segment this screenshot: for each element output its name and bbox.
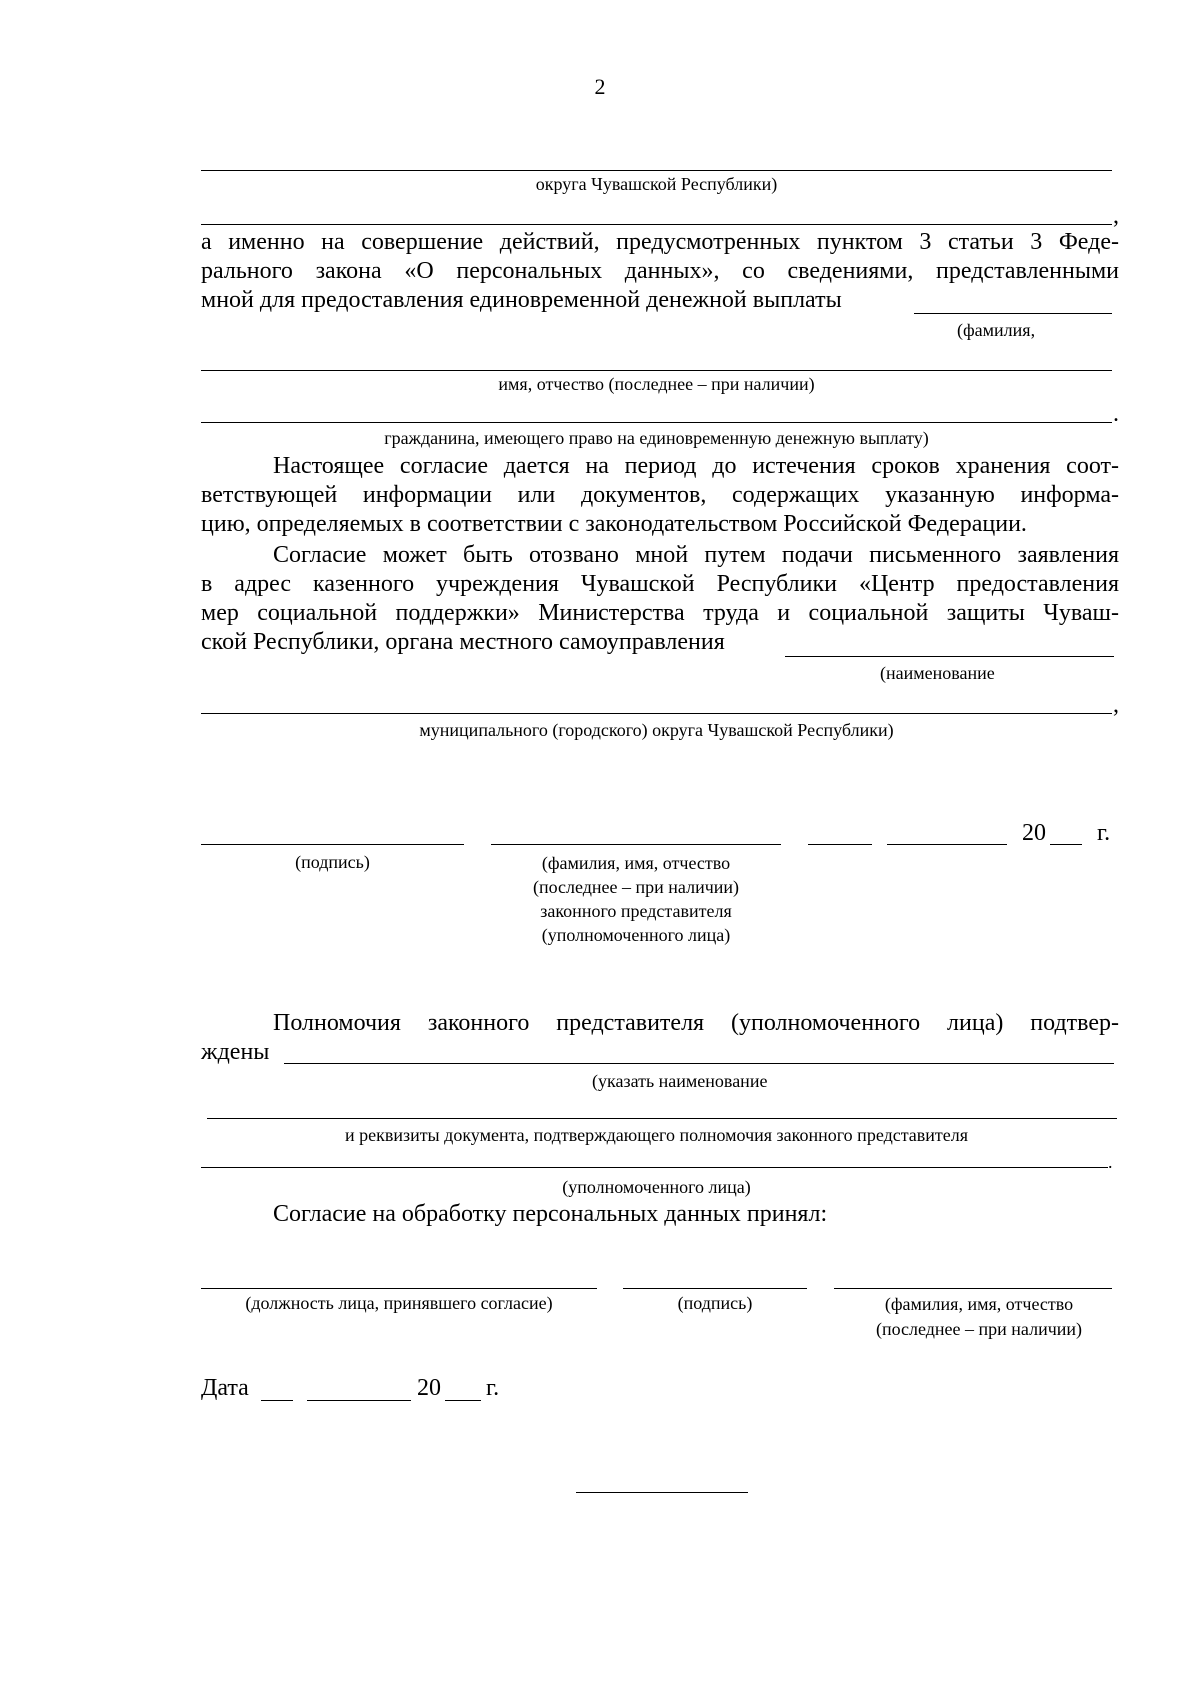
fill-line <box>207 1118 1117 1119</box>
day-line <box>261 1400 293 1401</box>
year-line <box>1050 844 1082 845</box>
year-prefix: 20 <box>417 1375 441 1401</box>
dolzhnost-line <box>201 1288 597 1289</box>
fill-line <box>201 422 1112 423</box>
day-line <box>808 844 872 845</box>
caption-municipal: муниципального (городского) округа Чувашской Республики) <box>419 720 894 740</box>
fill-line <box>201 170 1112 171</box>
caption-fio <box>834 1292 1124 1342</box>
para2-line2: ветствующей информации или документов, содержащих указанную информа- <box>201 482 1119 508</box>
caption-familiya: (фамилия, <box>957 320 1036 340</box>
year-suffix: г. <box>486 1375 500 1401</box>
caption-fio-line: (уполномоченного лица) <box>541 925 731 945</box>
podpis-line <box>623 1288 807 1289</box>
caption-fio-line: (фамилия, имя, отчество <box>884 1294 1074 1314</box>
caption-okrug: округа Чувашской Республики) <box>535 174 778 194</box>
fill-line <box>914 313 1112 314</box>
para3-line1: Согласие может быть отозвано мной путем подачи письменного заявления <box>273 542 1119 568</box>
fio-line <box>834 1288 1112 1289</box>
fill-line <box>201 713 1112 714</box>
comma: , <box>1113 203 1119 229</box>
para3-line4: ской Республики, органа местного самоуправления <box>201 629 725 655</box>
period: . <box>1113 401 1119 427</box>
page-number: 2 <box>594 74 606 99</box>
para3-line3: мер социальной поддержки» Министерства труда и социальной защиты Чуваш- <box>201 600 1119 626</box>
caption-fio-line: законного представителя <box>540 901 732 921</box>
accepted-text: Согласие на обработку персональных данных принял: <box>273 1201 828 1227</box>
para1-line3: мной для предоставления единовременной денежной выплаты <box>201 287 842 313</box>
fio-line <box>491 844 781 845</box>
para1-line1: а именно на совершение действий, предусмотренных пунктом 3 статьи 3 Феде- <box>201 229 1119 255</box>
month-line <box>307 1400 411 1401</box>
date-label: Дата <box>201 1375 249 1401</box>
end-rule <box>576 1492 748 1493</box>
comma: , <box>1113 692 1119 718</box>
caption-fio-line: (последнее – при наличии) <box>532 877 740 897</box>
caption-naimenovanie: (наименование <box>880 663 995 683</box>
para1-line2: рального закона «О персональных данных», со сведениями, представленными <box>201 258 1119 284</box>
year-line <box>445 1400 481 1401</box>
year-suffix: г. <box>1097 820 1111 846</box>
caption-grazhdanin: гражданина, имеющего право на единовременную денежную выплату) <box>384 428 929 448</box>
caption-dolzhnost: (должность лица, принявшего согласие) <box>245 1293 553 1313</box>
fill-line <box>201 1167 1108 1168</box>
caption-fio-line: (последнее – при наличии) <box>875 1319 1083 1339</box>
year-prefix: 20 <box>1022 820 1046 846</box>
caption-podpis: (подпись) <box>677 1293 753 1313</box>
fill-line <box>201 370 1112 371</box>
caption-podpis: (подпись) <box>295 852 370 872</box>
para4-line2: ждены <box>201 1039 270 1065</box>
para2-line3: цию, определяемых в соответствии с законодательством Российской Федерации. <box>201 511 1027 537</box>
caption-fio <box>471 851 801 947</box>
caption-upolnom: (уполномоченного лица) <box>562 1177 751 1197</box>
fill-line <box>284 1063 1114 1064</box>
para3-line2: в адрес казенного учреждения Чувашской Республики «Центр предоставления <box>201 571 1119 597</box>
fill-line <box>785 656 1114 657</box>
para2-line1: Настоящее согласие дается на период до истечения сроков хранения соот- <box>273 453 1119 479</box>
signature-line <box>201 844 464 845</box>
caption-fio-line: (фамилия, имя, отчество <box>541 853 731 873</box>
fill-line <box>201 224 1112 225</box>
period: . <box>1108 1152 1113 1172</box>
month-line <box>887 844 1007 845</box>
caption-ukazat: (указать наименование <box>592 1071 768 1091</box>
para4-line1: Полномочия законного представителя (уполномоченного лица) подтвер- <box>273 1010 1119 1036</box>
caption-imya: имя, отчество (последнее – при наличии) <box>498 374 815 394</box>
caption-rekvizity: и реквизиты документа, подтверждающего полномочия законного представителя <box>344 1125 969 1145</box>
